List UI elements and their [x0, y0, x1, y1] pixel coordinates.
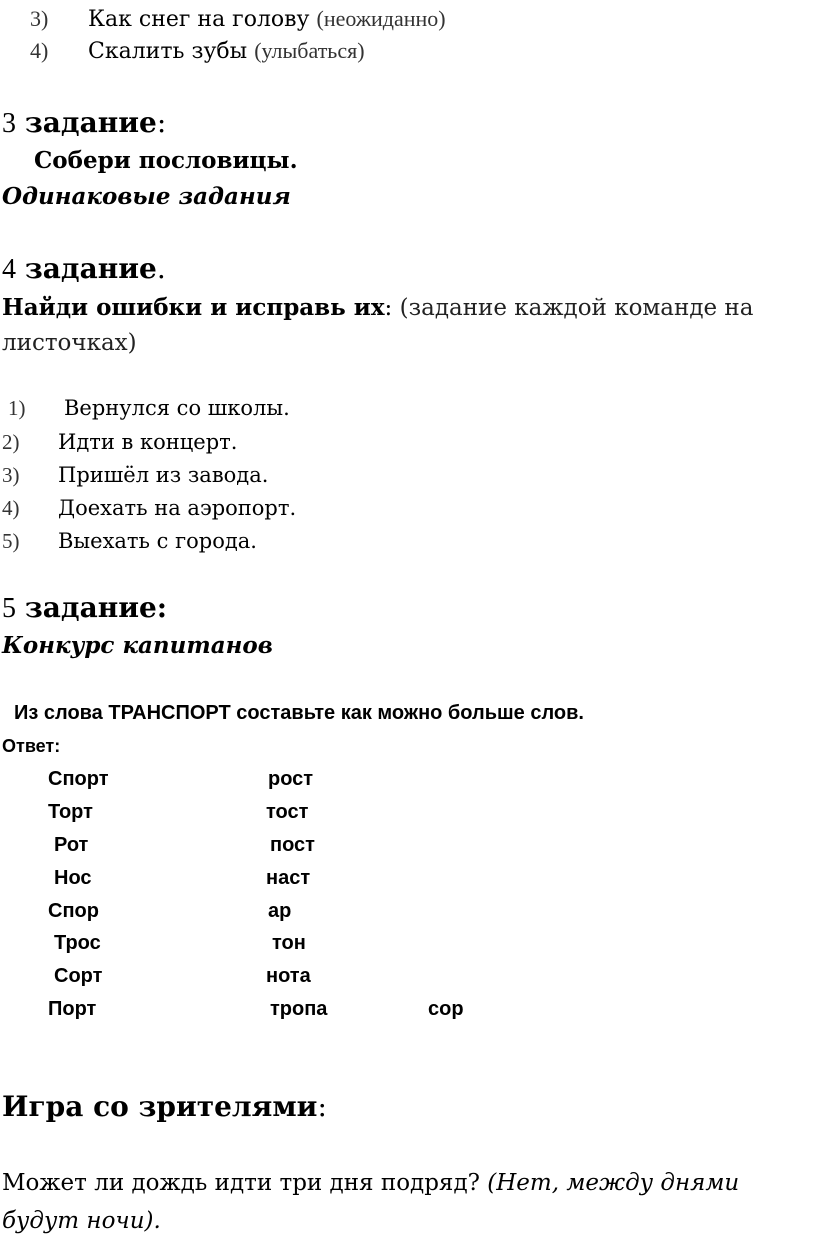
list-number: 4) [30, 38, 49, 63]
task3-instruction: Собери пословицы. [34, 147, 298, 174]
word: Спорт [48, 768, 109, 790]
word: тропа [270, 998, 328, 1020]
task4-heading: 4 задание. [2, 252, 166, 285]
word: Нос [54, 867, 92, 889]
word: рост [268, 768, 314, 790]
word: Порт [48, 998, 97, 1020]
word: Трос [54, 932, 101, 954]
word: сор [428, 998, 464, 1020]
list-item [30, 6, 446, 32]
word: тон [272, 932, 306, 954]
word: Сорт [54, 965, 103, 987]
list-item: 1) Вернулся со школы. [8, 396, 290, 420]
list-text: Как снег на голову (неожиданно) [88, 6, 446, 32]
word: Торт [48, 801, 93, 823]
word: наст [266, 867, 311, 889]
word: пост [270, 834, 315, 856]
list-item: 4) Доехать на аэропорт. [2, 496, 297, 520]
game-answer-cont: будут ночи). [2, 1208, 161, 1234]
word: ар [268, 900, 292, 922]
list-item: 3) Пришёл из завода. [2, 463, 269, 487]
game-question: Может ли дождь идти три дня подряд? (Нет, между днями [2, 1170, 740, 1196]
answer-label: Ответ: [2, 736, 61, 756]
task3-subtitle: Одинаковые задания [2, 183, 291, 210]
task4-instruction: Найди ошибки и исправь их: (задание каждой команде на [2, 294, 754, 321]
list-text: Скалить зубы (улыбаться) [88, 38, 365, 64]
game-heading: Игра со зрителями: [2, 1090, 327, 1123]
list-item [30, 38, 365, 64]
task3-heading: 3 задание: [2, 106, 167, 139]
word: нота [266, 965, 311, 987]
task5-prompt: Из слова ТРАНСПОРТ составьте как можно больше слов. [14, 702, 584, 724]
list-item: 5) Выехать с города. [2, 529, 257, 553]
word: тост [266, 801, 309, 823]
task5-subtitle: Конкурс капитанов [2, 632, 273, 659]
list-number: 3) [30, 6, 49, 31]
task5-heading: 5 задание: [2, 591, 168, 624]
word: Спор [48, 900, 99, 922]
task4-instruction-cont: листочках) [2, 330, 137, 356]
list-item: 2) Идти в концерт. [2, 430, 238, 454]
word: Рот [54, 834, 89, 856]
